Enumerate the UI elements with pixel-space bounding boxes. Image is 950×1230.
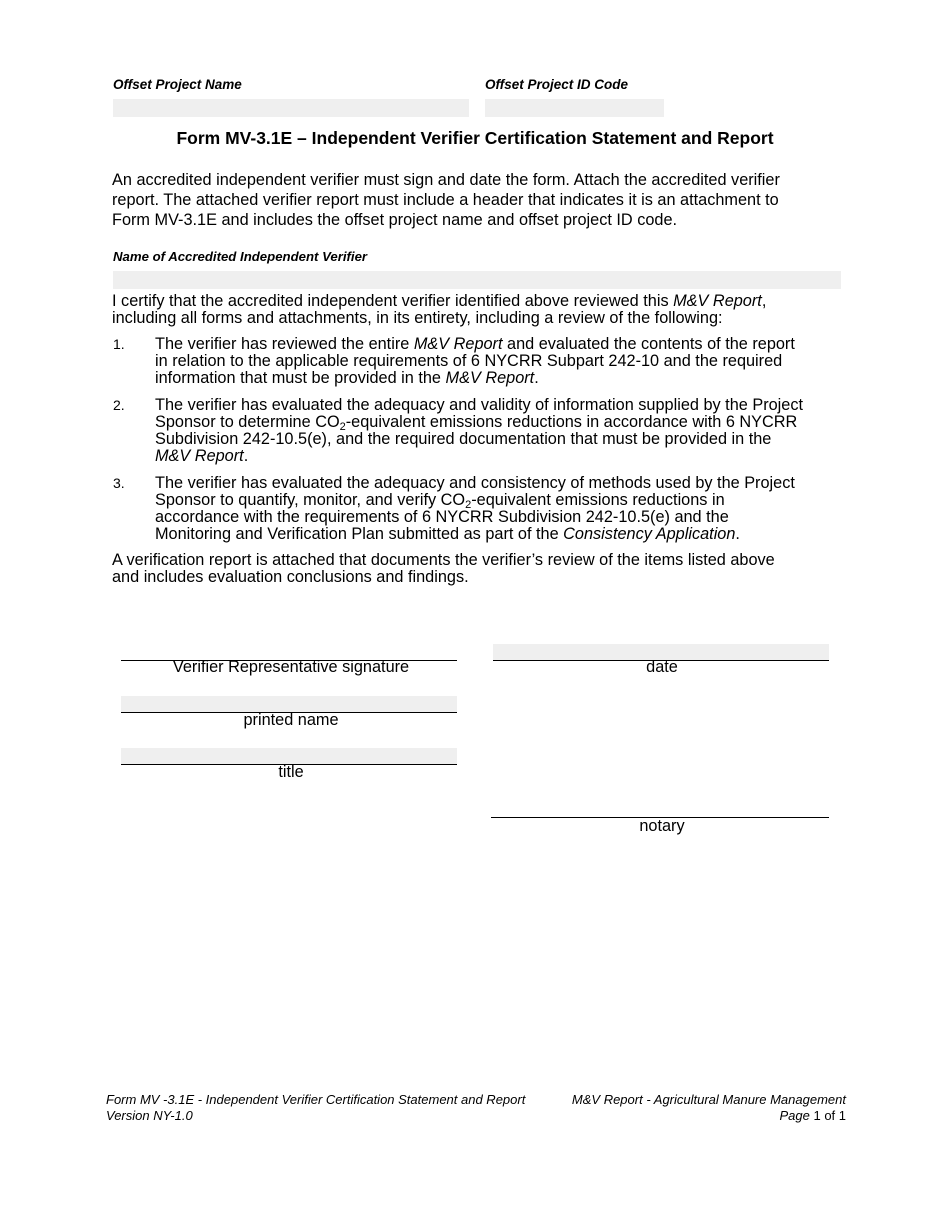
item-number: 2. — [113, 397, 125, 413]
certify-statement: I certify that the accredited independent verifier identified above reviewed this M&V Report, including all forms and attachments, in its entirety, including a review of the following: — [112, 292, 767, 327]
list-item: The verifier has evaluated the adequacy and validity of information supplied by the Project Sponsor to determine $CO_2$-equivalent emissions reductions in accordance with 6 NYCRR Subdivision 242-10.5(e), and the required documentation that must be provided in the M&V Report. — [155, 396, 804, 465]
list-item: The verifier has reviewed the entire M&V Report and evaluated the contents of the report in relation to the applicable requirements of 6 NYCRR Subpart 242-10 and the required information that must be provided in the M&V Report. — [155, 335, 795, 387]
title-label: title — [278, 763, 304, 781]
item-number: 3. — [113, 475, 125, 491]
verifier-name-label: Name of Accredited Independent Verifier — [113, 249, 368, 264]
project-name-field[interactable] — [113, 99, 469, 117]
intro-line: Form MV-3.1E and includes the offset project name and offset project ID code. — [112, 211, 678, 229]
footer-left: Form MV -3.1E - Independent Verifier Certification Statement and Report Version NY-1.0 — [106, 1092, 526, 1123]
project-name-label: Offset Project Name — [113, 77, 242, 92]
form-title: Form MV-3.1E – Independent Verifier Certification Statement and Report — [176, 128, 774, 148]
item-number: 1. — [113, 336, 125, 352]
intro-paragraph — [112, 170, 872, 230]
intro-line: An accredited independent verifier must sign and date the form. Attach the accredited verifier — [112, 171, 780, 189]
closing-statement: A verification report is attached that documents the verifier’s review of the items listed above and includes evaluation conclusions and findings. — [112, 551, 775, 586]
project-id-field[interactable] — [485, 99, 664, 117]
date-label: date — [646, 658, 678, 676]
signature-label: Verifier Representative signature — [172, 658, 410, 676]
footer-right: M&V Report - Agricultural Manure Management Page 1 of 1 — [571, 1092, 846, 1123]
verifier-name-field[interactable] — [113, 271, 841, 289]
mv-report-emphasis: M&V Report — [673, 292, 762, 310]
page-number: 1 of 1 — [809, 1108, 846, 1123]
printed-name-label: printed name — [243, 711, 339, 729]
list-item: The verifier has evaluated the adequacy and consistency of methods used by the Project Sponsor to quantify, monitor, and verify $CO_2$-equivalent emissions reductions in accordance with the requirements of 6 NYCRR Subdivision 242-10.5(e) and the Monitoring and Verification Plan submitted as part of the Consistency Application. — [155, 474, 795, 543]
notary-label: notary — [639, 817, 685, 835]
intro-line: report. The attached verifier report must include a header that indicates it is an attachment to — [112, 191, 779, 209]
project-id-label: Offset Project ID Code — [485, 77, 629, 92]
